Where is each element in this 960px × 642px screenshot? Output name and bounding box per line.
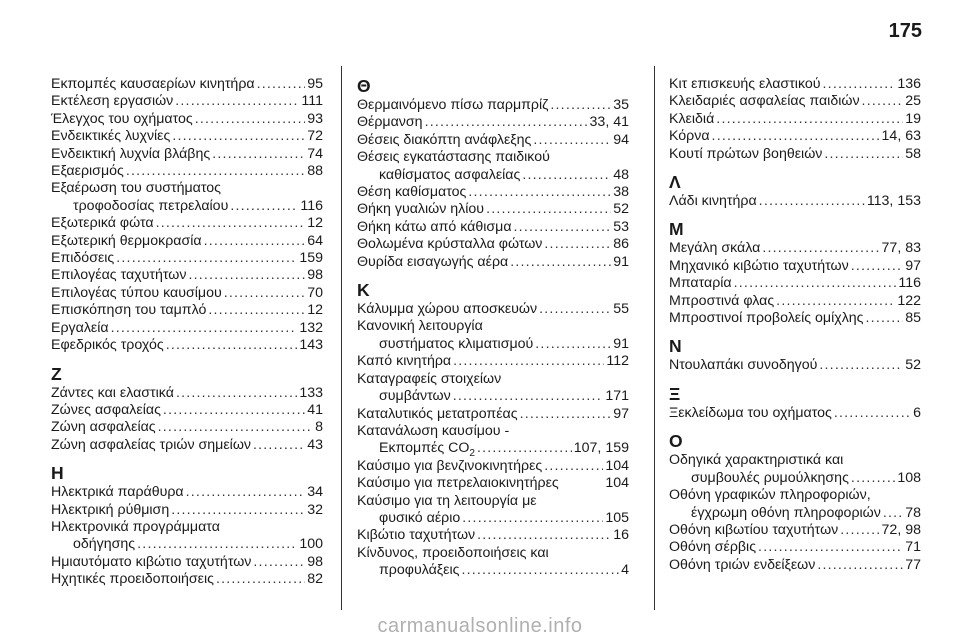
- index-column-2: [357, 76, 629, 580]
- index-entry: [669, 405, 921, 422]
- entry-term: Εργαλεία: [51, 319, 109, 336]
- entry-term: Θέση καθίσματος: [357, 184, 467, 201]
- entry-term: Μηχανικό κιβώτιο ταχυτήτων: [669, 257, 849, 274]
- entry-page: 143: [299, 337, 323, 354]
- leader-dots: [425, 114, 588, 131]
- entry-page: 104: [605, 457, 629, 474]
- entry-term: Εξωτερική θερμοκρασία: [51, 232, 202, 249]
- entry-page: 78: [905, 504, 921, 521]
- entry-term: Λάδι κινητήρα: [669, 193, 757, 210]
- section-letter: Θ: [357, 76, 371, 96]
- index-entry: [357, 458, 629, 475]
- index-entry: [51, 267, 323, 284]
- entry-page: 64: [307, 232, 323, 249]
- leader-dots: [716, 111, 903, 128]
- index-entry: [357, 527, 629, 544]
- leader-dots: [840, 522, 879, 539]
- entry-term: Μεγάλη σκάλα: [669, 240, 761, 257]
- index-entry: [357, 336, 629, 353]
- index-entry: [669, 275, 921, 292]
- index-entry: [357, 562, 629, 579]
- leader-dots: [204, 233, 306, 250]
- entry-page: 107, 159: [573, 440, 629, 457]
- leader-dots: [176, 385, 297, 402]
- index-entry: [669, 310, 921, 327]
- leader-dots: [156, 215, 306, 232]
- index-entry: [357, 167, 629, 184]
- entry-term: Θυρίδα εισαγωγής αέρα: [357, 253, 509, 270]
- entry-term: Κλειδιά: [669, 110, 715, 127]
- entry-term: Ενδεικτική λυχνία βλάβης: [51, 145, 211, 162]
- section-letter: Ο: [669, 431, 683, 452]
- entry-term: Καύσιμο για βενζινοκινητήρες: [357, 457, 543, 474]
- entry-term: Μπροστινά φλας: [669, 292, 775, 309]
- entry-page: 93: [307, 110, 323, 127]
- entry-term: έγχρωμη οθόνη πληροφοριών: [691, 504, 881, 521]
- watermark: carmanualsonline.info: [377, 615, 583, 637]
- leader-dots: [163, 402, 305, 419]
- index-entry: [51, 285, 323, 302]
- leader-dots: [257, 76, 306, 93]
- index-entry: [51, 536, 323, 553]
- entry-page: 70: [307, 284, 323, 301]
- index-entry: [51, 571, 323, 588]
- entry-page: 113, 153: [866, 193, 921, 210]
- index-entry: [669, 76, 921, 93]
- index-entry: [51, 402, 323, 419]
- entry-page: 108: [897, 469, 921, 486]
- column-divider: [341, 66, 342, 610]
- leader-dots: [166, 337, 298, 354]
- leader-dots: [510, 254, 611, 271]
- entry-page: 94: [613, 131, 629, 148]
- entry-term: συμβουλές ρυμούλκησης: [691, 469, 849, 486]
- index-entry: [357, 236, 629, 253]
- entry-term: συστήματος κλιματισμού: [379, 335, 534, 352]
- index-entry: [669, 258, 921, 275]
- leader-dots: [776, 293, 895, 310]
- entry-term: προφυλάξεις: [379, 562, 460, 579]
- entry-term-line: Κίνδυνος, προειδοποιήσεις και: [357, 544, 549, 561]
- entry-page: 43: [307, 436, 323, 453]
- entry-term: Ηλεκτρική ρύθμιση: [51, 501, 170, 518]
- entry-term: Επισκόπηση του ταμπλό: [51, 302, 207, 319]
- leader-dots: [186, 484, 306, 501]
- entry-page: 136: [897, 76, 921, 92]
- entry-page: 91: [613, 335, 629, 352]
- entry-term: οδήγησης: [73, 536, 136, 553]
- leader-dots: [759, 193, 865, 210]
- entry-page: 53: [613, 218, 629, 235]
- index-entry: [357, 440, 629, 460]
- entry-term: Εκπομπές καυσαερίων κινητήρα: [51, 76, 255, 92]
- entry-term: Καταλυτικός μετατροπέας: [357, 405, 518, 422]
- entry-page: 33, 41: [589, 114, 629, 131]
- entry-term: Ημιαυτόματο κιβώτιο ταχυτήτων: [51, 553, 252, 570]
- index-entry: [51, 554, 323, 571]
- leader-dots: [866, 310, 904, 327]
- index-entry: [669, 557, 921, 574]
- entry-term: Κιβώτιο ταχυτήτων: [357, 527, 476, 544]
- entry-term: τροφοδοσίας πετρελαίου: [73, 197, 229, 214]
- leader-dots: [126, 163, 305, 180]
- entry-term: Καύσιμο για πετρελαιοκινητήρες: [357, 475, 559, 492]
- index-entry: [51, 484, 323, 501]
- leader-dots: [468, 184, 611, 201]
- column-divider: [654, 66, 655, 610]
- entry-page: 122: [897, 292, 921, 309]
- entry-term: Θήκη γυαλιών ηλίου: [357, 201, 485, 218]
- index-column-1: [51, 76, 323, 589]
- entry-term: Μπροστινοί προβολείς ομίχλης: [669, 310, 864, 327]
- leader-dots: [712, 128, 880, 145]
- entry-page: 91: [613, 253, 629, 270]
- index-entry: [357, 510, 629, 527]
- entry-page: 12: [307, 302, 323, 319]
- leader-dots: [758, 539, 903, 556]
- section-letter: Κ: [357, 280, 370, 301]
- index-entry: [357, 184, 629, 201]
- entry-page: 133: [299, 384, 323, 401]
- entry-page: 55: [613, 301, 629, 318]
- entry-page: 116: [300, 197, 323, 214]
- entry-term: Ζώνες ασφαλείας: [51, 401, 161, 418]
- entry-page: 52: [905, 357, 921, 374]
- entry-term-line: Καταγραφείς στοιχείων: [357, 370, 502, 387]
- entry-page: 34: [307, 484, 323, 501]
- index-entry: [669, 293, 921, 310]
- entry-page: 19: [905, 110, 921, 127]
- index-entry: [357, 388, 629, 405]
- entry-page: 41: [307, 401, 323, 418]
- entry-page: 71: [905, 539, 921, 556]
- entry-term: Κουτί πρώτων βοηθειών: [669, 145, 823, 162]
- section-letter: Λ: [669, 172, 681, 193]
- index-entry: [357, 353, 629, 370]
- index-entry: [51, 437, 323, 454]
- leader-dots: [461, 562, 619, 579]
- entry-page: 58: [905, 145, 921, 162]
- subscript: 2: [469, 448, 475, 460]
- index-entry: [51, 215, 323, 232]
- entry-term: Θέσεις διακόπτη ανάφλεξης: [357, 131, 532, 148]
- index-entry: [669, 128, 921, 145]
- entry-term: Ξεκλείδωμα του οχήματος: [669, 404, 832, 421]
- leader-dots: [230, 198, 298, 215]
- index-entry: [669, 539, 921, 556]
- entry-page: 88: [307, 163, 323, 180]
- leader-dots: [819, 357, 903, 374]
- leader-dots: [823, 76, 896, 93]
- index-entry: [51, 320, 323, 337]
- leader-dots: [550, 97, 611, 114]
- entry-term: συμβάντων: [379, 388, 451, 405]
- index-entry: [51, 302, 323, 319]
- entry-term: Κάλυμμα χώρου αποσκευών: [357, 301, 538, 318]
- entry-page: 77: [905, 556, 921, 573]
- entry-page: 16: [613, 527, 629, 544]
- entry-page: 52: [613, 201, 629, 218]
- entry-term: Θέρμανση: [357, 114, 423, 131]
- entry-page: 85: [905, 310, 921, 327]
- leader-dots: [175, 93, 299, 110]
- index-entry: [51, 163, 323, 180]
- entry-page: 171: [605, 388, 629, 405]
- entry-term: Επιδόσεις: [51, 250, 115, 267]
- index-entry: [669, 240, 921, 257]
- entry-page: 12: [307, 215, 323, 232]
- entry-term: Εκτέλεση εργασιών: [51, 93, 174, 110]
- entry-page: 48: [613, 166, 629, 183]
- index-entry: [669, 146, 921, 163]
- leader-dots: [883, 505, 903, 522]
- index-entry: [357, 201, 629, 218]
- entry-page: 159: [299, 250, 323, 267]
- index-entry: [51, 146, 323, 163]
- leader-dots: [208, 302, 305, 319]
- leader-dots: [137, 536, 297, 553]
- leader-dots: [253, 437, 305, 454]
- index-column-3: [669, 76, 921, 574]
- leader-dots: [116, 250, 297, 267]
- entry-term: Έλεγχος του οχήματος: [51, 110, 193, 127]
- leader-dots: [834, 405, 911, 422]
- entry-term: [379, 440, 475, 460]
- entry-term: Εξαερισμός: [51, 163, 124, 180]
- entry-term-line: Εξαέρωση του συστήματος: [51, 180, 221, 197]
- entry-term: Κόρνα: [669, 128, 710, 145]
- entry-page: 104: [605, 475, 629, 492]
- leader-dots: [544, 236, 611, 253]
- index-entry: [669, 505, 921, 522]
- entry-term: Επιλογέας ταχυτήτων: [51, 267, 187, 284]
- entry-page: 77, 83: [881, 240, 921, 257]
- entry-term: Θολωμένα κρύσταλλα φώτων: [357, 236, 543, 253]
- entry-term-line: Κανονική λειτουργία: [357, 318, 483, 335]
- leader-dots: [486, 201, 611, 218]
- index-entry: [51, 198, 323, 215]
- entry-term: Ενδεικτικές λυχνίες: [51, 128, 171, 145]
- entry-term: φυσικό αέριο: [379, 509, 461, 526]
- section-letter: Μ: [669, 219, 684, 240]
- entry-page: 97: [905, 257, 921, 274]
- index-entry: [51, 385, 323, 402]
- entry-term-line: Καύσιμο για τη λειτουργία με: [357, 492, 537, 509]
- leader-dots: [544, 458, 603, 475]
- entry-page: 74: [307, 145, 323, 162]
- entry-page: 82: [307, 571, 323, 588]
- index-entry: [357, 132, 629, 149]
- entry-term-line: Οδηγικά χαρακτηριστικά και: [669, 452, 844, 469]
- index-entry: [357, 254, 629, 271]
- entry-term: Μπαταρία: [669, 275, 732, 292]
- leader-dots: [535, 336, 611, 353]
- entry-term: Εξωτερικά φώτα: [51, 215, 154, 232]
- entry-term: Οθόνη τριών ενδείξεων: [669, 556, 816, 573]
- leader-dots: [111, 320, 298, 337]
- entry-page: 116: [898, 275, 921, 292]
- leader-dots: [453, 353, 604, 370]
- leader-dots: [212, 146, 305, 163]
- entry-page: 98: [307, 267, 323, 284]
- leader-dots: [851, 258, 903, 275]
- index-entry: [51, 502, 323, 519]
- leader-dots: [172, 128, 305, 145]
- entry-page: 4: [621, 562, 629, 579]
- index-entry: [51, 419, 323, 436]
- entry-term: Επιλογέας τύπου καυσίμου: [51, 284, 222, 301]
- leader-dots: [539, 301, 611, 318]
- entry-term: Καπό κινητήρα: [357, 353, 452, 370]
- entry-term: Θήκη κάτω από κάθισμα: [357, 218, 512, 235]
- entry-term: Ηχητικές προειδοποιήσεις: [51, 571, 214, 588]
- leader-dots: [520, 406, 612, 423]
- leader-dots: [453, 388, 604, 405]
- entry-term: Οθόνη σέρβις: [669, 539, 757, 556]
- entry-term: καθίσματος ασφαλείας: [379, 166, 521, 183]
- index-entry: [357, 301, 629, 318]
- index-entry: [357, 475, 629, 492]
- index-entry: [357, 97, 629, 114]
- entry-term-line: Θέσεις εγκατάστασης παιδικού: [357, 149, 550, 166]
- index-entry: [51, 233, 323, 250]
- index-entry: [357, 406, 629, 423]
- entry-page: 25: [905, 93, 921, 110]
- entry-page: 97: [613, 405, 629, 422]
- entry-term: Θερμαινόμενο πίσω παρμπρίζ: [357, 97, 549, 113]
- index-entry: [669, 111, 921, 128]
- index-entry: [51, 111, 323, 128]
- entry-page: 100: [299, 536, 323, 553]
- leader-dots: [253, 554, 305, 571]
- entry-page: 98: [307, 553, 323, 570]
- leader-dots: [851, 470, 895, 487]
- entry-term: Κλειδαριές ασφαλείας παιδιών: [669, 93, 860, 110]
- leader-dots: [762, 240, 879, 257]
- section-letter: Ξ: [669, 383, 681, 404]
- leader-dots: [477, 440, 572, 457]
- leader-dots: [171, 502, 305, 519]
- index-entry: [357, 114, 629, 131]
- index-entry: [357, 219, 629, 236]
- entry-term-text: Εκπομπές CO: [379, 440, 470, 457]
- entry-page: 6: [913, 404, 921, 421]
- leader-dots: [824, 146, 903, 163]
- entry-term: Εφεδρικός τροχός: [51, 337, 164, 354]
- leader-dots: [862, 93, 904, 110]
- entry-term: Ηλεκτρικά παράθυρα: [51, 484, 184, 501]
- entry-page: 38: [613, 184, 629, 201]
- leader-dots: [533, 132, 611, 149]
- leader-dots: [224, 285, 305, 302]
- leader-dots: [477, 527, 611, 544]
- section-letter: Ζ: [51, 363, 62, 384]
- entry-term-line: Οθόνη γραφικών πληροφοριών,: [669, 487, 871, 504]
- index-entry: [51, 337, 323, 354]
- entry-page: 72, 98: [881, 521, 921, 538]
- entry-page: 132: [299, 319, 323, 336]
- section-letter: Ν: [669, 336, 682, 357]
- entry-page: 86: [613, 236, 629, 253]
- entry-page: 105: [605, 509, 629, 526]
- entry-page: 111: [301, 93, 323, 110]
- index-entry: [51, 250, 323, 267]
- index-entry: [669, 93, 921, 110]
- entry-term: Ντουλαπάκι συνοδηγού: [669, 357, 818, 374]
- entry-term: Οθόνη κιβωτίου ταχυτήτων: [669, 521, 839, 538]
- entry-term-line: Κατανάλωση καυσίμου -: [357, 422, 510, 439]
- entry-page: 72: [307, 128, 323, 145]
- index-entry: [669, 193, 921, 210]
- entry-page: 14, 63: [881, 128, 921, 145]
- entry-term: Ζώνη ασφαλείας: [51, 419, 156, 436]
- leader-dots: [817, 557, 903, 574]
- leader-dots: [158, 419, 313, 436]
- leader-dots: [734, 275, 897, 292]
- section-letter: Η: [51, 463, 64, 484]
- index-entry: [51, 76, 323, 93]
- entry-term: Ζώνη ασφαλείας τριών σημείων: [51, 436, 251, 453]
- leader-dots: [522, 167, 611, 184]
- entry-term: Κιτ επισκευής ελαστικού: [669, 76, 821, 92]
- index-entry: [51, 128, 323, 145]
- entry-page: 95: [307, 76, 323, 92]
- entry-page: 112: [606, 353, 629, 370]
- leader-dots: [216, 571, 305, 588]
- index-entry: [669, 357, 921, 374]
- entry-term: Ζάντες και ελαστικά: [51, 384, 174, 401]
- entry-page: 8: [315, 419, 323, 436]
- page-number: 175: [888, 20, 922, 42]
- entry-term-line: Ηλεκτρονικά προγράμματα: [51, 518, 220, 535]
- leader-dots: [514, 219, 612, 236]
- leader-dots: [188, 267, 305, 284]
- index-entry: [669, 470, 921, 487]
- entry-page: 35: [613, 97, 629, 113]
- entry-page: 32: [307, 501, 323, 518]
- leader-dots: [462, 510, 603, 527]
- index-entry: [51, 93, 323, 110]
- leader-dots: [195, 111, 305, 128]
- index-entry: [669, 522, 921, 539]
